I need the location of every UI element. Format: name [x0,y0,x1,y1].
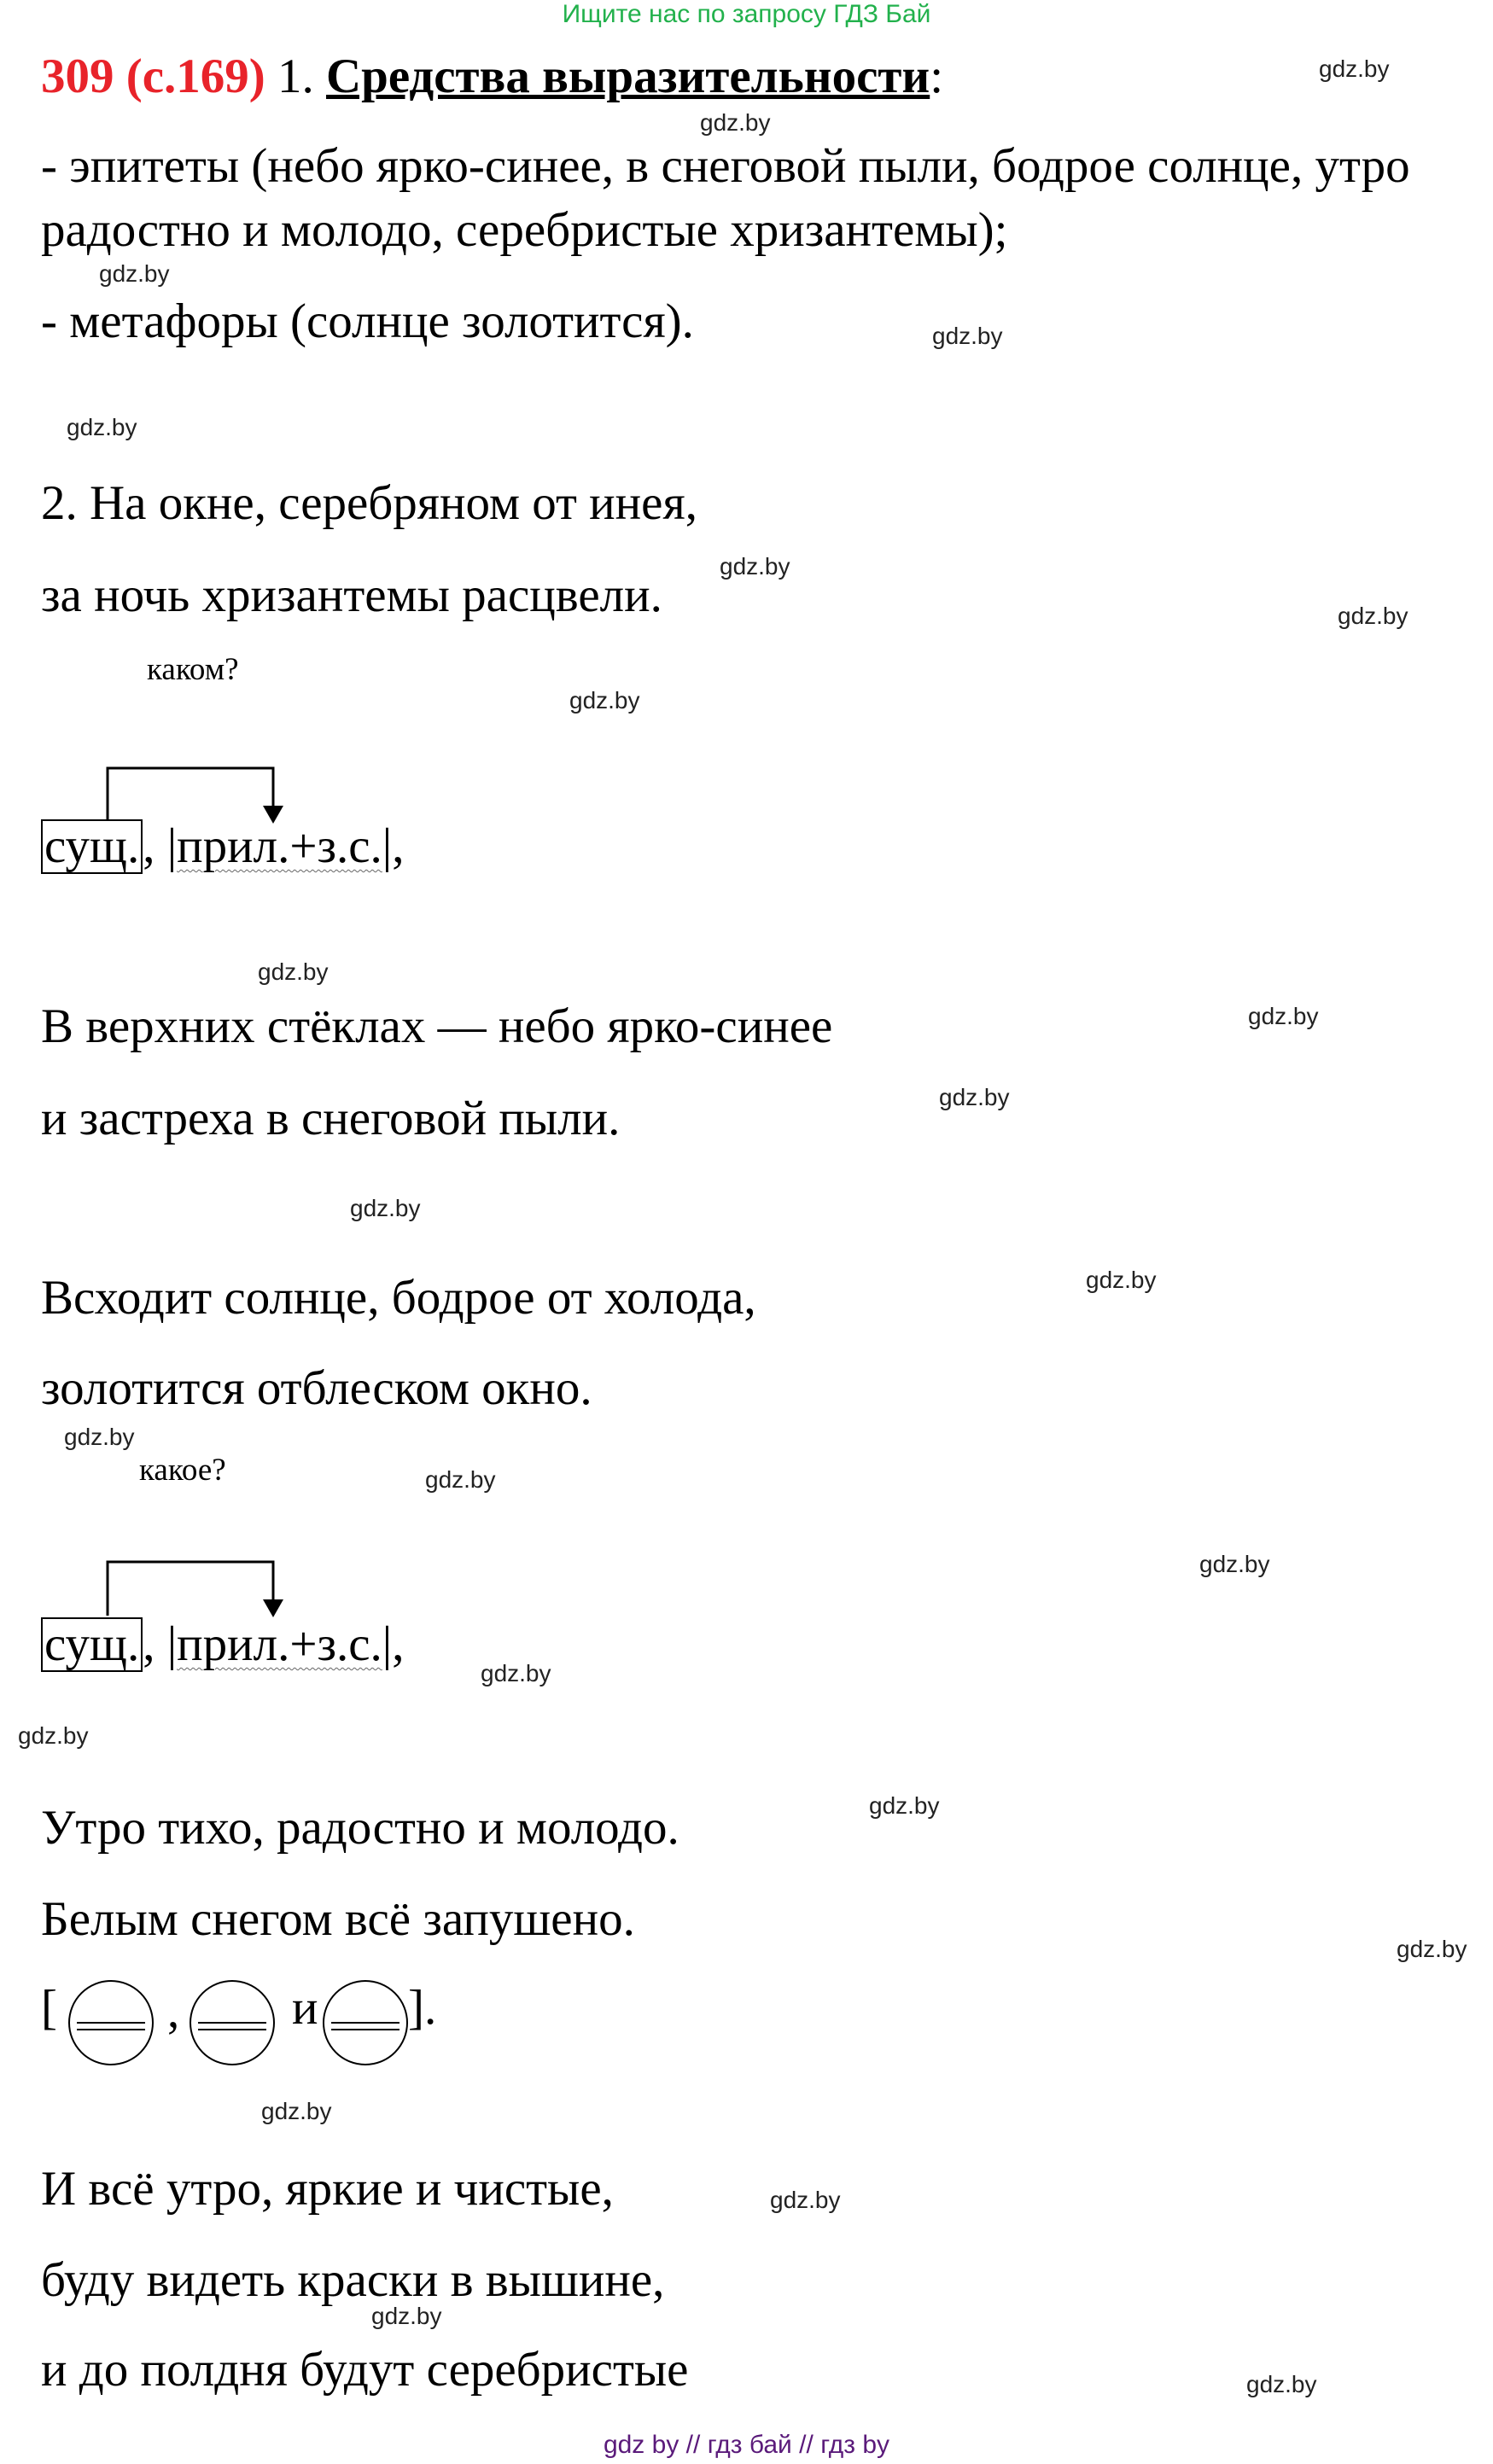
poem-line: буду видеть краски в вышине, [41,2253,665,2307]
poem-line: Утро тихо, радостно и молодо. [41,1801,679,1855]
watermark: gdz.by [18,1722,89,1749]
scheme2-comma: , [143,1617,155,1671]
scheme1-line [41,817,404,877]
watermark: gdz.by [371,2303,442,2329]
poem-line: за ночь хризантемы расцвели. [41,568,662,622]
watermark: gdz.by [1246,2371,1317,2397]
watermark: gdz.by [770,2187,841,2213]
search-note: Ищите нас по запросу ГДЗ Бай [562,0,931,28]
scheme2-question: какое? [139,1453,226,1488]
scheme3-close-bracket: ]. [408,1981,437,2035]
watermark: gdz.by [932,323,1003,349]
watermark: gdz.by [700,109,771,136]
scheme1-bar-open: | [166,819,178,873]
watermark: gdz.by [481,1660,551,1686]
poem-line: и до полдня будут серебристые [41,2343,689,2397]
poem-line: В верхних стёклах — небо ярко-синее [41,999,833,1053]
watermark: gdz.by [569,687,640,714]
part-number: 1. [277,50,314,103]
watermark: gdz.by [1199,1551,1270,1577]
watermark: gdz.by [1397,1936,1467,1962]
scheme2-noun: сущ. [41,1617,143,1672]
metaphors-line: - метафоры (солнце золотится). [41,294,694,348]
footer-link-gdz-by-ru[interactable]: гдз by [820,2431,890,2459]
watermark: gdz.by [258,958,329,985]
watermark: gdz.by [261,2098,332,2124]
poem-line: И всё утро, яркие и чистые, [41,2162,614,2216]
scheme1-bar-close: |, [382,819,405,873]
watermark: gdz.by [350,1195,421,1221]
scheme2-bar-open: | [166,1617,178,1671]
footer [0,2431,1493,2460]
watermark: gdz.by [425,1466,496,1493]
poem-line: Всходит солнце, бодрое от холода, [41,1271,756,1325]
watermark: gdz.by [1248,1003,1319,1029]
scheme1-phrase: прил.+з.с. [177,819,382,873]
scheme1-arrow [108,768,273,819]
poem-line: и застреха в снеговой пыли. [41,1092,621,1145]
title-colon: : [930,50,944,103]
scheme3-open-bracket: [ [41,1981,57,2035]
scheme3-comma: , [167,1984,180,2038]
scheme1-comma: , [143,819,155,873]
watermark: gdz.by [1319,55,1390,82]
predicate-circle [68,1980,154,2065]
task-number: 309 (с.169) [41,50,265,103]
watermark: gdz.by [1338,603,1408,629]
scheme1-question: каком? [147,652,239,687]
watermark: gdz.by [67,414,137,440]
scheme3-conj: и [292,1981,318,2035]
epithets-line-1: - эпитеты (небо ярко-синее, в снеговой пыли, бодрое солнце, утро [41,139,1410,193]
poem-line: Белым снегом всё запушено. [41,1892,635,1946]
scheme2-arrow [108,1562,273,1616]
watermark: gdz.by [720,553,790,580]
poem-line: 2. На окне, серебряном от инея, [41,476,697,530]
poem-line: золотится отблеском окно. [41,1361,592,1415]
watermark: gdz.by [64,1424,135,1450]
footer-separator: // [685,2431,701,2459]
footer-link-gdz-bay[interactable]: гдз бай [707,2431,792,2459]
scheme1-noun: сущ. [41,819,143,874]
watermark: gdz.by [869,1792,940,1819]
task-title: Средства выразительности [326,50,930,103]
watermark: gdz.by [1086,1267,1157,1293]
scheme2-bar-close: |, [382,1617,405,1671]
watermark: gdz.by [99,260,170,287]
watermark: gdz.by [939,1084,1010,1110]
predicate-circle [323,1980,408,2065]
epithets-line-2: радостно и молодо, серебристые хризантемы); [41,203,1008,257]
footer-link-gdz-by[interactable]: gdz by [603,2431,679,2459]
scheme2-phrase: прил.+з.с. [177,1617,382,1671]
scheme2-line [41,1615,404,1675]
footer-separator: // [799,2431,814,2459]
predicate-circle [190,1980,275,2065]
